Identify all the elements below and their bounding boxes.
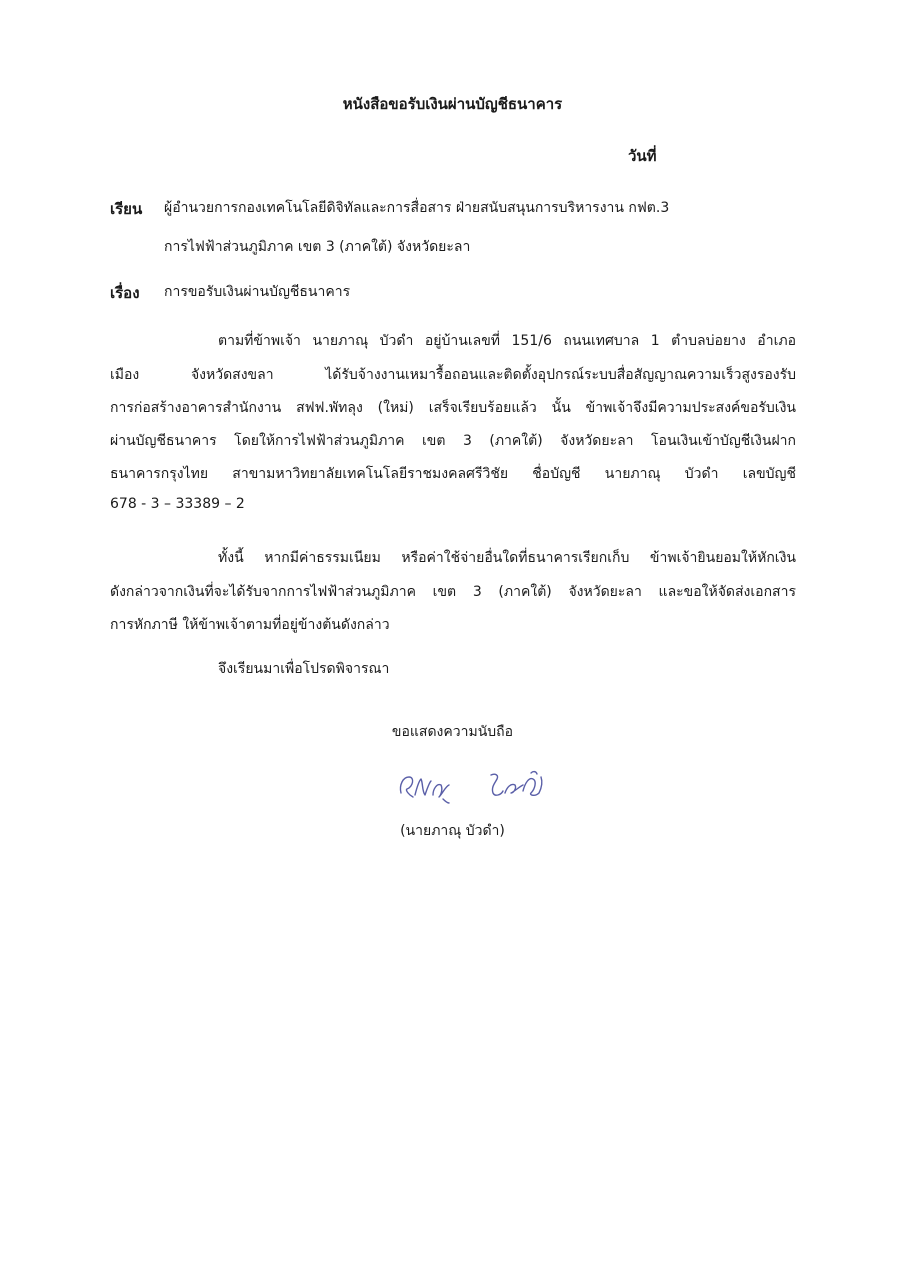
paragraph-line: ตามที่ข้าพเจ้า นายภาณุ บัวดำ อยู่บ้านเลขที่ 151/6 ถนนเทศบาล 1 ตำบลบ่อยาง อำเภอ xyxy=(218,333,796,349)
paragraph-line: ดังกล่าวจากเงินที่จะได้รับจากการไฟฟ้าส่วนภูมิภาค เขต 3 (ภาคใต้) จังหวัดยะลา และขอให้จัดส่งเอกสาร xyxy=(110,584,796,600)
to-recipient-line-1: ผู้อำนวยการกองเทคโนโลยีดิจิทัลและการสื่อสาร ฝ่ายสนับสนุนการบริหารงาน กฟต.3 xyxy=(164,200,670,216)
closing-request: จึงเรียนมาเพื่อโปรดพิจารณา xyxy=(218,661,390,677)
subject-text: การขอรับเงินผ่านบัญชีธนาคาร xyxy=(164,284,351,300)
paragraph-line: ทั้งนี้ หากมีค่าธรรมเนียม หรือค่าใช้จ่ายอื่นใดที่ธนาคารเรียกเก็บ ข้าพเจ้ายินยอมให้หักเงิน xyxy=(218,550,796,566)
paragraph-line: การหักภาษี ให้ข้าพเจ้าตามที่อยู่ข้างต้นดังกล่าว xyxy=(110,617,390,633)
document-title: หนังสือขอรับเงินผ่านบัญชีธนาคาร xyxy=(342,95,563,113)
handwritten-signature xyxy=(395,765,555,809)
paragraph-line: เมือง จังหวัดสงขลา ได้รับจ้างงานเหมารื้อถอนและติดตั้งอุปกรณ์ระบบสื่อสัญญาณความเร็วสูงรองรับ xyxy=(110,367,796,383)
account-number-line: 678 - 3 – 33389 – 2 xyxy=(110,496,245,512)
to-recipient-line-2: การไฟฟ้าส่วนภูมิภาค เขต 3 (ภาคใต้) จังหวัดยะลา xyxy=(164,239,471,255)
closing-salutation: ขอแสดงความนับถือ xyxy=(391,724,514,740)
paragraph-line: ผ่านบัญชีธนาคาร โดยให้การไฟฟ้าส่วนภูมิภาค เขต 3 (ภาคใต้) จังหวัดยะลา โอนเงินเข้าบัญชีเงินฝาก xyxy=(110,433,796,449)
paragraph-line: การก่อสร้างอาคารสำนักงาน สฟฟ.พัทลุง (ใหม่) เสร็จเรียบร้อยแล้ว นั้น ข้าพเจ้าจึงมีความประสงค์ขอรับเงิน xyxy=(110,400,796,416)
signer-name: (นายภาณุ บัวดำ) xyxy=(400,823,505,839)
paragraph-line: ธนาคารกรุงไทย สาขามหาวิทยาลัยเทคโนโลยีราชมงคลศรีวิชัย ชื่อบัญชี นายภาณุ บัวดำ เลขบัญชี xyxy=(110,466,796,482)
date-label: วันที่ xyxy=(628,147,657,165)
subject-label: เรื่อง xyxy=(110,284,140,302)
to-label: เรียน xyxy=(110,200,143,218)
